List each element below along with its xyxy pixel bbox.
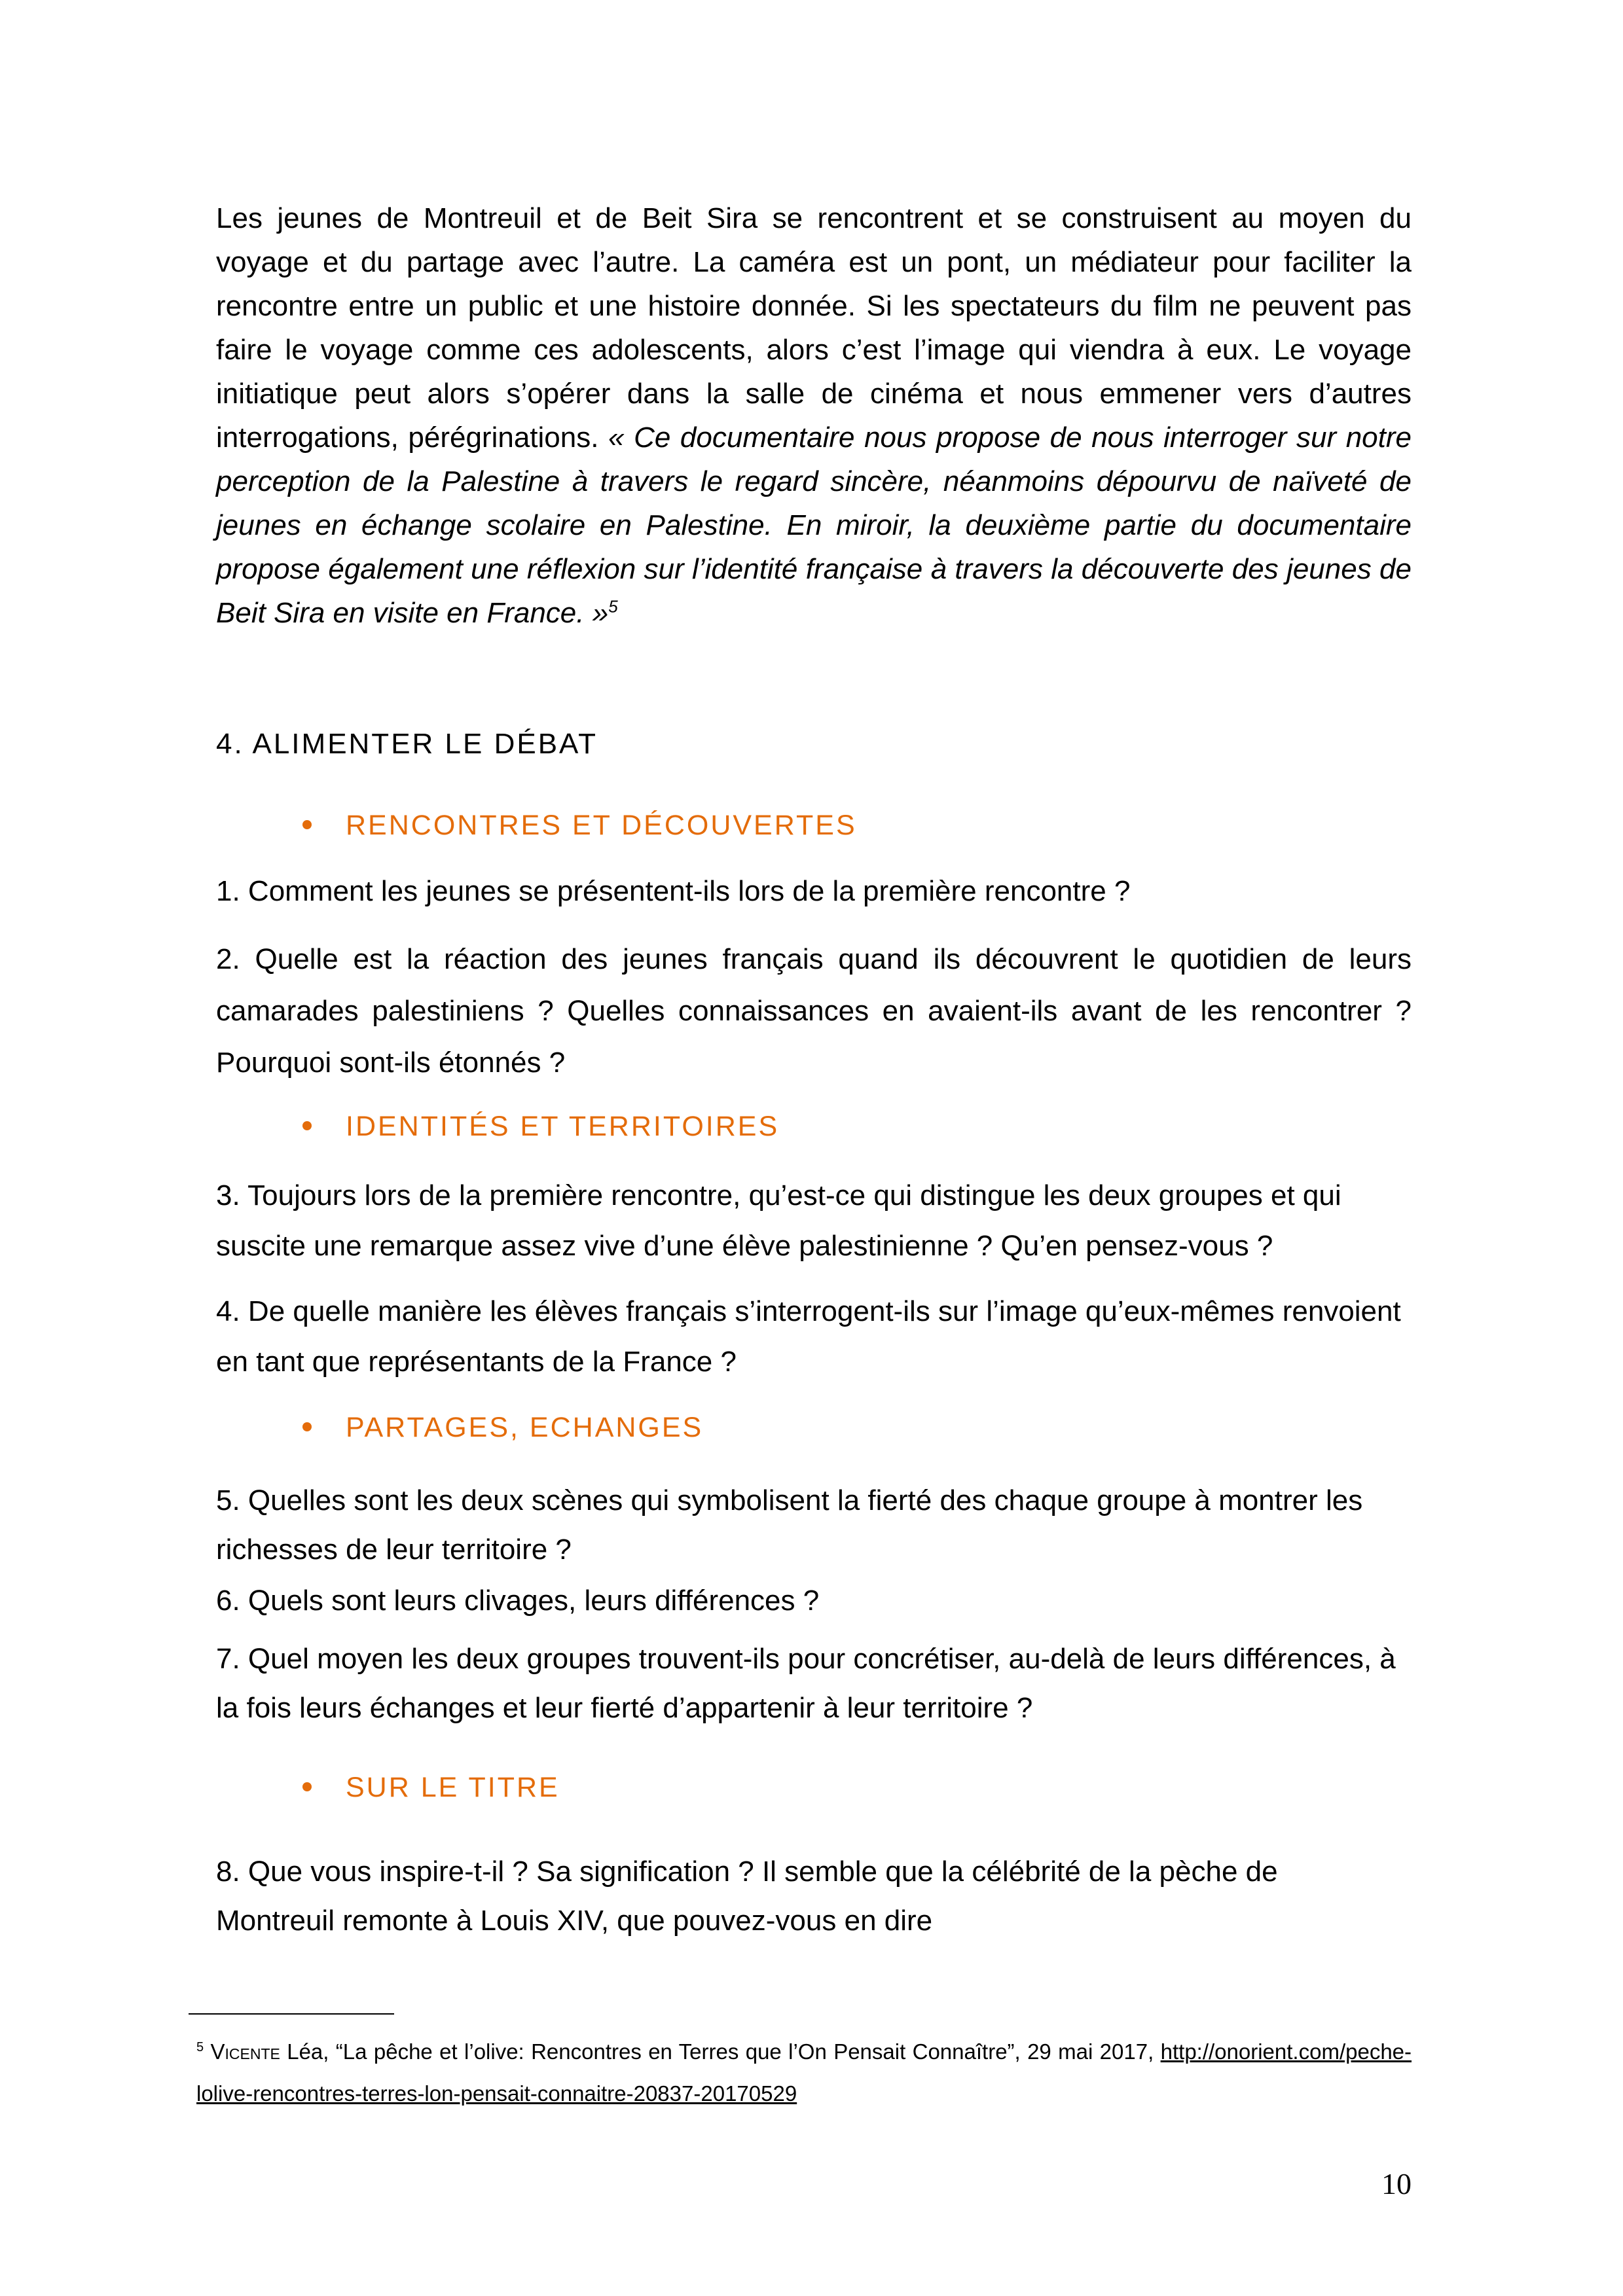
bullet-icon [302,1121,312,1130]
question-7: 7. Quel moyen les deux groupes trouvent-ils pour concrétiser, au-delà de leurs différences, à la fois leurs échanges et leur fierté d’appartenir à leur territoire ? [216,1643,1396,1724]
question-4: 4. De quelle manière les élèves français s’interrogent-ils sur l’image qu’eux-mêmes renvoient en tant que représentants de la France ? [216,1295,1401,1378]
footnote-reference[interactable]: 5 [608,596,618,617]
question-1: 1. Comment les jeunes se présentent-ils lors de la première rencontre ? [216,875,1131,907]
bullet-icon [302,1422,312,1431]
subsection-title: PARTAGES, ECHANGES [346,1412,704,1443]
bullet-icon [302,1782,312,1791]
subsection-heading-identites [302,1110,779,1143]
subsection-heading-partages [302,1411,703,1444]
intro-paragraph [216,196,1412,635]
page-number: 10 [1381,2167,1412,2200]
subsection-heading-rencontres [302,809,857,842]
question-5: 5. Quelles sont les deux scènes qui symbolisent la fierté des chaque groupe à montrer les richesses de leur territoire ? [216,1484,1363,1566]
question-3: 3. Toujours lors de la première rencontre, qu’est-ce qui distingue les deux groupes et qui suscite une remarque assez vive d’une élève palestinienne ? Qu’en pensez-vous ? [216,1179,1341,1262]
intro-text: Les jeunes de Montreuil et de Beit Sira se rencontrent et se construisent au moyen du voyage et du partage avec l’autre. La caméra est un pont, un médiateur pour faciliter la rencontre entre un public et une histoire donnée. Si les spectateurs du film ne peuvent pas faire le voyage comme ces adolescents, alors c’est l’image qui viendra à eux. Le voyage initiatique peut alors s’opérer dans la salle de cinéma et nous emmener vers d’autres interrogations, pérégrinations. [216,202,1412,454]
footnote-link[interactable]: http://onorient.com/peche-lolive-rencontres-terres-lon-pensait-connaitre-20837-20170529 [196,2039,1412,2106]
footnote-author: Vicente [210,2039,280,2064]
question-8: 8. Que vous inspire-t-il ? Sa signification ? Il semble que la célébrité de la pèche de Montreuil remonte à Louis XIV, que pouvez-vous en dire [216,1856,1278,1937]
footnote-number: 5 [196,2040,204,2054]
bullet-icon [302,820,312,829]
intro-paragraph-block [216,196,1412,635]
question-2: 2. Quelle est la réaction des jeunes français quand ils découvrent le quotidien de leurs camarades palestiniens ? Quelles connaissances en avaient-ils avant de les rencontrer ? Pourquoi sont-ils étonnés ? [216,943,1412,1079]
subsection-title: SUR LE TITRE [346,1772,560,1803]
section-heading: 4. ALIMENTER LE DÉBAT [216,728,598,760]
subsection-title: RENCONTRES ET DÉCOUVERTES [346,810,857,841]
subsection-title: IDENTITÉS ET TERRITOIRES [346,1111,780,1142]
footnote [196,2031,1412,2115]
footnote-text: Léa, “La pêche et l’olive: Rencontres en Terres que l’On Pensait Connaître”, 29 mai 2017, [280,2039,1161,2064]
subsection-heading-titre [302,1771,560,1804]
intro-quote: « Ce documentaire nous propose de nous interroger sur notre perception de la Palestine à travers le regard sincère, néanmoins dépourvu de naïveté de jeunes en échange scolaire en Palestine. En miroir, la deuxième partie du documentaire propose également une réflexion sur l’identité française à travers la découverte des jeunes de Beit Sira en visite en France. » [216,422,1412,629]
question-6: 6. Quels sont leurs clivages, leurs différences ? [216,1585,820,1617]
footnote-divider [189,2013,394,2015]
